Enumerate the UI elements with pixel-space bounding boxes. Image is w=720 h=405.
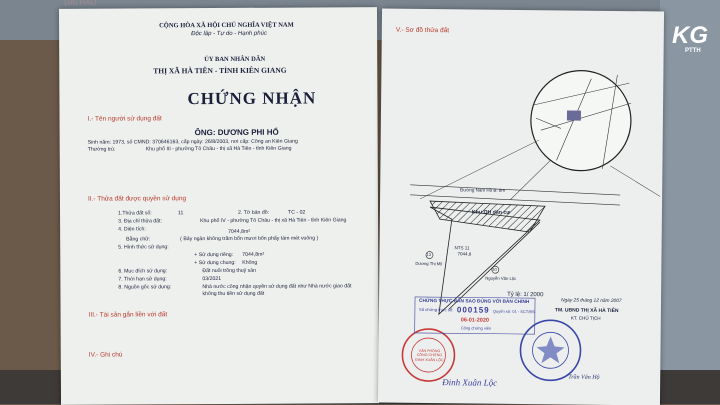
row-value: Nhà nước công nhận quyền sử dụng đất như Nhà nước giao đất (202, 283, 352, 291)
row-value: 03/2021 (202, 275, 222, 283)
neighbor1-number: 13 (426, 252, 431, 258)
row-extra-value: TC - 02 (288, 209, 306, 216)
row-label: 6. Mục đích sử dụng: (118, 268, 168, 275)
road-label: Đường Nam Hồ B: 8m (460, 187, 506, 193)
neighbor2-name: Nguyễn Văn Lộc (485, 275, 517, 281)
owner-residence: Khu phố III - phường Tô Châu - thị xã Hà Tiên - tỉnh Kiên Giang (145, 145, 292, 153)
map-scale: Tỷ lệ: 1/ 2000 (507, 291, 544, 299)
signer-subtitle: KT. CHỦ TỊCH (570, 315, 601, 321)
stamp-line1: CHỨNG THỰC BẢN SAO ĐÚNG VỚI BẢN CHÍNH (418, 298, 530, 306)
row-label: 8. Nguồn gốc sử dụng: (118, 284, 172, 291)
row-value: 11 (178, 210, 184, 217)
row-extra-label: 2. Tờ bản đồ: (238, 209, 270, 216)
row-value: không thu tiền sử dụng đất (202, 290, 265, 298)
row-label: 7. Thời hạn sử dụng: (118, 276, 167, 283)
row-label: 5. Hình thức sử dụng: (118, 244, 169, 251)
background-right (660, 0, 720, 404)
country-header: CỘNG HÒA XÃ HỘI CHỦ NGHĨA VIỆT NAM (159, 21, 294, 30)
locator-circle (530, 70, 631, 171)
row-label: 1.Thửa đất số: (118, 210, 152, 217)
channel-logo-caption: PTTH (685, 48, 701, 54)
owner-residence-label: Thường trú: (87, 146, 116, 153)
notary-signature: Đinh Xuân Lộc (442, 377, 498, 388)
certificate-right-page (378, 9, 664, 405)
certificate-title: CHỨNG NHẬN (187, 88, 317, 109)
certificate-left-page (59, 7, 379, 405)
section2-heading: II.- Thửa đất được quyền sử dụng (87, 195, 187, 203)
official-signature: Trần Văn Hộ (568, 374, 600, 381)
zone-label: Khu QH dân cư (471, 209, 511, 216)
row-value: 7044,8m² (242, 251, 265, 258)
section3-heading: III.- Tài sản gắn liền với đất (88, 311, 168, 319)
stamp-line3: Quyển số: 01 - SCT/BS (492, 308, 535, 315)
issue-date: Ngày 25 tháng 12 năm 2007 (560, 298, 622, 305)
row-label: 3. Địa chỉ thửa đất: (118, 218, 162, 225)
stamp-number: 000159 (456, 305, 490, 315)
neighbor2-number: 10 (492, 266, 497, 272)
row-label: 4. Diện tích: (118, 226, 146, 233)
owner-id-line: Sinh năm: 1973, số CMND: 370646163, cấp ngày: 26/8/2003, nơi cấp: Công an Kiên Giang (87, 138, 298, 146)
section5-heading: V.- Sơ đồ thửa đất (395, 26, 450, 35)
neighbor1-name: Dương Thị Mỹ (415, 260, 443, 267)
stamp-line2: Số chứng thực số: (418, 306, 454, 313)
motto: Độc lập - Tự do - Hạnh phúc (191, 30, 267, 38)
town-title: THỊ XÃ HÀ TIÊN - TỈNH KIÊN GIANG (153, 65, 287, 76)
row-value: Không (242, 259, 258, 266)
plot-diagram (378, 9, 664, 405)
watermark: DAI HAU (64, 0, 97, 7)
row-value: Khu phố IV - phường Tô Châu - thị xã Hà Tiên - tỉnh Kiên Giang (200, 217, 347, 225)
row-label: + Sử dụng riêng: (194, 251, 234, 259)
section1-heading: I.- Tên người sử dụng đất (87, 115, 162, 123)
channel-logo (672, 22, 712, 56)
row-value: 7044,8m² (228, 228, 251, 235)
row-label: Bằng chữ: (126, 236, 151, 243)
official-seal-star (536, 336, 564, 363)
stamp-line4: Công chứng viên (460, 325, 492, 331)
plot-id: NTS 11 (454, 245, 470, 251)
row-value: ( Bảy ngàn không trăm bốn mươi bốn phẩy tám mét vuông ) (180, 235, 319, 243)
stamp-date: 06-01-2020 (460, 317, 489, 324)
notary-seal-text: VĂN PHÒNG CÔNG CHỨNG ĐINH XUÂN LỘC (415, 348, 444, 363)
section4-heading: IV.- Ghi chú (88, 351, 123, 359)
locator-highlight (567, 110, 581, 120)
channel-logo-letters: KG (672, 22, 708, 49)
owner-name: ÔNG: DƯƠNG PHI HỔ (194, 127, 279, 138)
committee: ỦY BAN NHÂN DÂN (204, 55, 266, 64)
row-value: Đất nuôi trồng thuỷ sản (202, 267, 256, 275)
row-label: + Sử dụng chung: (194, 259, 236, 267)
signer-title: TM. UBND THỊ XÃ HÀ TIÊN (554, 307, 619, 315)
plot-area: 7044,8 (457, 251, 472, 257)
